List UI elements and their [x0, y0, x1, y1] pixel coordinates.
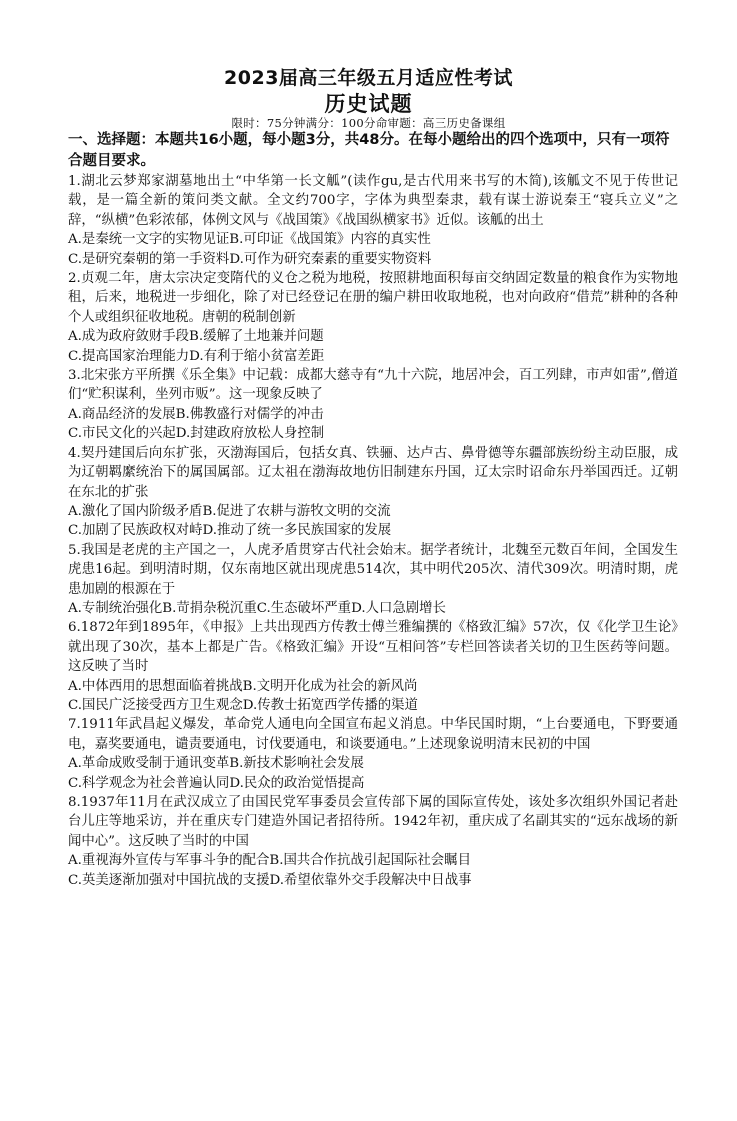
question-stem: 2.贞观二年，唐太宗决定变隋代的义仓之税为地税，按照耕地面积每亩交纳固定数量的粮食作为实物地租，后来，地税进一步细化，除了对已经登记在册的编户耕田收取地税，也对向政府“借荒”耕种的各种个人或组织征收地税。唐朝的税制创新: [68, 271, 678, 325]
question-options: A.中体西用的思想面临着挑战B.文明开化成为社会的新风尚: [68, 678, 418, 694]
exam-content: [68, 130, 678, 890]
question-options: A.是秦统一文字的实物见证B.可印证《战国策》内容的真实性: [68, 232, 431, 248]
question-options: A.重视海外宣传与军事斗争的配合B.国共合作抗战引起国际社会瞩目: [68, 853, 471, 869]
question-options: C.是研究秦朝的第一手资料D.可作为研究秦素的重要实物资料: [68, 251, 432, 267]
question-stem: 5.我国是老虎的主产国之一，人虎矛盾贯穿古代社会始末。据学者统计，北魏至元数百年间，全国发生虎患16起。到明清时期，仅东南地区就出现虎患514次，其中明代205次、清代309次。明清时期，虎患加剧的根源在于: [68, 542, 678, 597]
question-stem: 4.契丹建国后向东扩张，灭渤海国后，包括女真、铁骊、达卢古、鼻骨德等东疆部族纷纷主动臣服，成为辽朝羁縻统治下的属国属部。辽太祖在渤海故地仿旧制建东丹国，辽太宗时诏命东丹举国西迁。辽朝在东北的扩张: [68, 445, 678, 500]
exam-title: 2023届高三年级五月适应性考试: [224, 67, 513, 89]
question-stem: 8.1937年11月在武汉成立了由国民党军事委员会宣传部下属的国际宣传处，该处多次组织外国记者赴台儿庄等地采访，并在重庆专门建造外国记者招待所。1942年初，重庆成了名副其实的“远东战场的新闻中心”。这反映了当时的中国: [68, 795, 678, 849]
question-7: [68, 715, 678, 793]
question-5: [68, 541, 678, 619]
question-3: [68, 366, 678, 444]
question-options: C.国民广泛接受西方卫生观念D.传教士拓宽西学传播的渠道: [68, 697, 418, 713]
question-options: A.激化了国内阶级矛盾B.促进了农耕与游牧文明的交流: [68, 503, 391, 519]
question-1: [68, 172, 678, 269]
question-options: C.英美逐渐加强对中国抗战的支援D.希望依靠外交手段解决中日战事: [68, 872, 472, 888]
question-options: A.成为政府敛财手段B.缓解了土地兼并问题: [68, 329, 324, 345]
question-8: [68, 793, 678, 890]
question-options: A.革命成败受制于通讯变革B.新技术影响社会发展: [68, 756, 364, 772]
section-heading: 一、选择题：本题共16小题，每小题3分，共48分。在每小题给出的四个选项中，只有一项符合题目要求。: [68, 132, 670, 169]
question-options: A.商品经济的发展B.佛教盛行对儒学的冲击: [68, 406, 324, 422]
question-options: A.专制统治强化B.苛捐杂税沉重C.生态破坏严重D.人口急剧增长: [68, 600, 446, 616]
subject-title: 历史试题: [324, 92, 413, 116]
question-options: C.加剧了民族政权对峙D.推动了统一多民族国家的发展: [68, 523, 392, 539]
question-2: [68, 269, 678, 366]
question-options: C.科学观念为社会普遍认同D.民众的政治觉悟提高: [68, 775, 365, 791]
question-options: C.市民文化的兴起D.封建政府放松人身控制: [68, 426, 325, 442]
question-4: [68, 444, 678, 541]
question-stem: 6.1872年到1895年，《申报》上共出现西方传教士傅兰雅编撰的《格致汇编》57次，仅《化学卫生论》就出现了30次，基本上都是广告。《格致汇编》开设“互相问答”专栏回答读者关切的卫生医药等问题。这反映了当时: [68, 620, 678, 675]
question-6: [68, 618, 678, 715]
question-stem: 1.湖北云梦郑家湖墓地出土“中华第一长文觚”(读作gu,是古代用来书写的木简),该觚文不见于传世记载，是一篇全新的策问类文献。全文约700字，字体为典型秦隶，载有谋士游说秦王“寝兵立义”之辞，“纵横”色彩浓郁，体例文风与《战国策》《战国纵横家书》近似。该觚的出土: [68, 174, 678, 228]
question-stem: 3.北宋张方平所撰《乐全集》中记载：成都大慈寺有“九十六院，地居冲会，百工列肆，市声如雷”,僧道们“贮积谋利，坐列市贩”。这一现象反映了: [68, 368, 678, 403]
exam-meta: 限时：75分钟满分：100分命审题：高三历史备课组: [231, 116, 506, 130]
question-options: C.提高国家治理能力D.有利于缩小贫富差距: [68, 348, 325, 364]
question-stem: 7.1911年武昌起义爆发，革命党人通电向全国宣布起义消息。中华民国时期，“上台要通电，下野要通电，嘉奖要通电，谴责要通电，讨伐要通电，和谈要通电。”上述现象说明清末民初的中国: [68, 717, 678, 752]
